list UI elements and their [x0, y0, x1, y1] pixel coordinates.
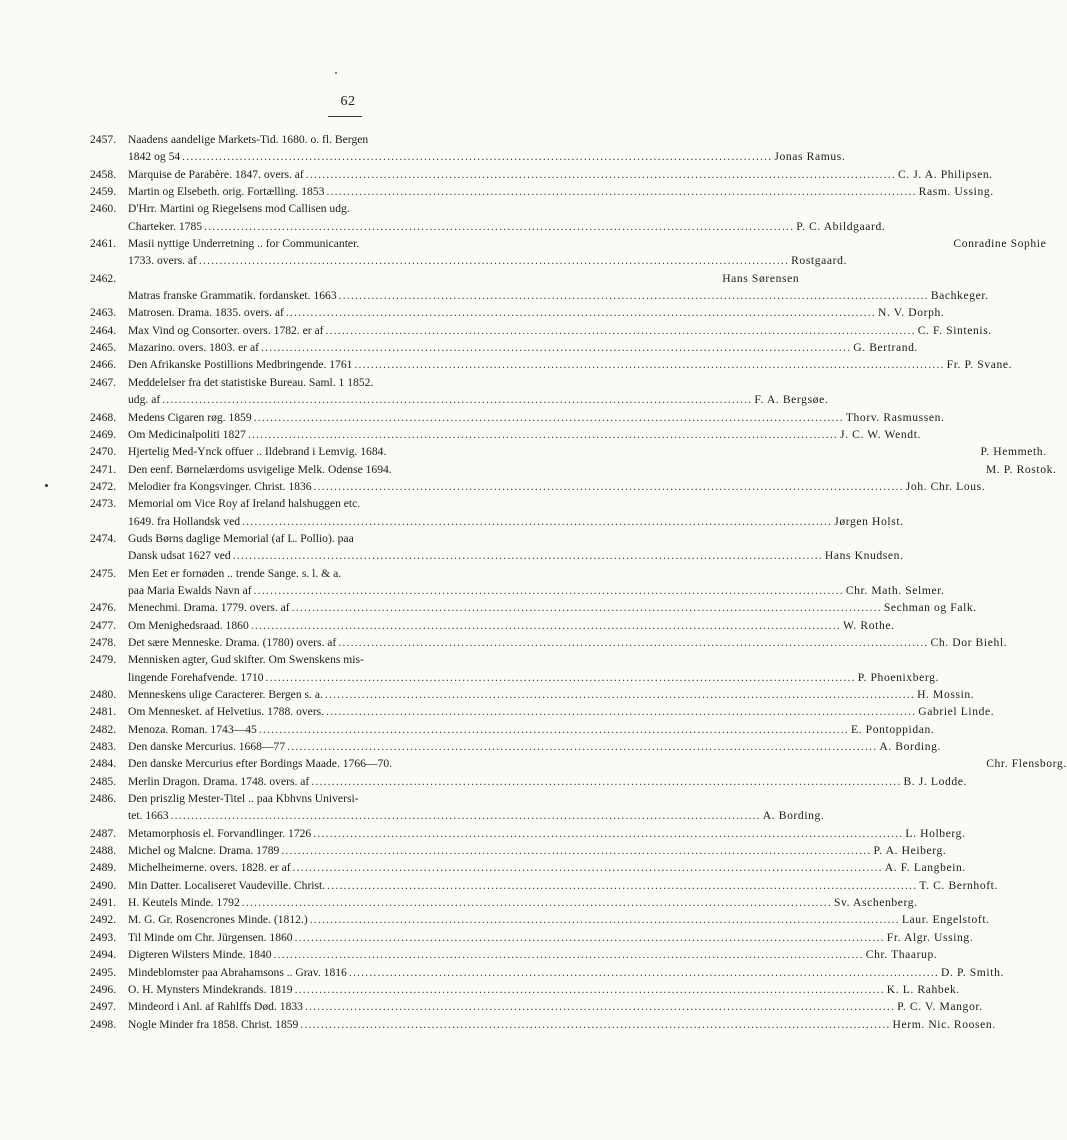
- entry-title-text: Mennisken agter, Gud skifter. Om Swenskens mis-: [128, 653, 364, 667]
- entry-title-text: Metamorphosis el. Forvandlinger. 1726: [128, 826, 312, 840]
- catalogue-entry: [90, 998, 983, 1015]
- entry-number: 2468.: [90, 410, 117, 424]
- catalogue-entry: [90, 443, 1047, 460]
- entry-line: [90, 859, 966, 876]
- dot-leader: [326, 322, 916, 339]
- entry-number: 2481.: [90, 705, 117, 719]
- entry-line: [90, 304, 945, 321]
- entry-title-text: M. G. Gr. Rosencrones Minde. (1812.): [128, 913, 308, 927]
- entry-number: 2461.: [90, 237, 117, 251]
- entry-number: 2483.: [90, 740, 117, 754]
- entry-author: Jonas Ramus.: [774, 150, 846, 164]
- catalogue-entry: [90, 859, 966, 876]
- scan-speck: [335, 72, 337, 74]
- dot-leader: [338, 634, 928, 651]
- entry-line: [90, 183, 994, 200]
- entry-line: [90, 964, 1004, 981]
- entry-author: Thorv. Rasmussen.: [845, 410, 945, 424]
- catalogue-entry: [90, 322, 992, 339]
- entry-number: 2494.: [90, 948, 117, 962]
- entry-title-text: Merlin Dragon. Drama. 1748. overs. af: [128, 774, 310, 788]
- entry-author: Chr. Thaarup.: [865, 948, 938, 962]
- entry-number: 2473.: [90, 497, 117, 511]
- catalogue-entry: [90, 235, 1047, 270]
- entry-number: 2469.: [90, 427, 117, 441]
- entry-title-text: Digteren Wilsters Minde. 1840: [128, 948, 272, 962]
- entry-title-text: Nogle Minder fra 1858. Christ. 1859: [128, 1017, 299, 1031]
- catalogue-entry: [90, 409, 945, 426]
- entry-number: 2488.: [90, 844, 117, 858]
- page-number: 62: [340, 94, 356, 109]
- dot-leader: [292, 599, 882, 616]
- entry-line: [90, 773, 968, 790]
- entry-title-text: 1842 og 54: [128, 150, 181, 164]
- entry-title-text: Charteker. 1785: [128, 219, 203, 233]
- entry-number: 2484.: [90, 757, 117, 771]
- entry-title-text: D'Hrr. Martini og Riegelsens mod Callisen udg.: [128, 202, 350, 216]
- catalogue-entry: [90, 634, 1008, 651]
- entry-title-text: Om Mennesket. af Helvetius. 1788. overs.: [128, 705, 325, 719]
- dot-leader: [287, 738, 877, 755]
- entry-line: [90, 547, 904, 564]
- dot-leader: [251, 617, 841, 634]
- entry-line: [90, 235, 1047, 252]
- entry-author: Chr. Math. Selmer.: [845, 583, 945, 597]
- dot-leader: [300, 1016, 890, 1033]
- catalogue-entry: [90, 131, 846, 166]
- entry-number: 2463.: [90, 306, 117, 320]
- dot-leader: [354, 356, 944, 373]
- catalogue-entry: [90, 721, 935, 738]
- dot-leader: [326, 183, 916, 200]
- catalogue-entry: [90, 703, 995, 720]
- dot-leader: [204, 218, 794, 235]
- entry-title-text: Marquise de Parabère. 1847. overs. af: [128, 167, 304, 181]
- entry-number: 2496.: [90, 982, 117, 996]
- entry-title-text: Matras franske Grammatik. fordansket. 1663: [128, 289, 337, 303]
- margin-speck: [45, 484, 48, 487]
- entry-line: [90, 322, 992, 339]
- dot-leader: [349, 964, 939, 981]
- entry-author: L. Holberg.: [905, 826, 966, 840]
- entry-author: H. Mossin.: [917, 688, 975, 701]
- entry-author: C. J. A. Philipsen.: [897, 167, 993, 181]
- catalogue-entry: [90, 825, 966, 842]
- entry-title-text: 1733. overs. af: [128, 254, 197, 268]
- entry-title-text: udg. af: [128, 393, 161, 407]
- catalogue-entry: [90, 738, 941, 755]
- entry-line: [90, 513, 904, 530]
- entry-author: F. A. Bergsøe.: [754, 393, 829, 407]
- entry-title-text: Den Afrikanske Postillions Medbringende. 1761: [128, 358, 353, 372]
- entry-author: Conradine Sophie: [953, 237, 1047, 251]
- entry-line: [90, 877, 999, 894]
- entry-author: E. Pontoppidan.: [851, 722, 935, 736]
- entry-author: P. C. Abildgaard.: [796, 219, 886, 233]
- entry-author: J. C. W. Wendt.: [840, 427, 922, 441]
- entry-number: 2460.: [90, 202, 117, 216]
- catalogue-entry: [90, 339, 919, 356]
- dot-leader: [295, 981, 885, 998]
- entry-author: Sechman og Falk.: [883, 601, 977, 615]
- catalogue-entry: [90, 773, 968, 790]
- dot-leader: [306, 166, 896, 183]
- entry-title-text: Den danske Mercurius. 1668—77: [128, 740, 286, 754]
- entry-line: [90, 669, 939, 686]
- entry-number: 2471.: [90, 462, 117, 476]
- entry-line: [90, 582, 945, 599]
- entry-line: [90, 929, 974, 946]
- catalogue-entry: [90, 461, 1057, 478]
- entry-line: [90, 530, 570, 547]
- entry-author: M. P. Rostok.: [985, 462, 1057, 476]
- dot-leader: [242, 894, 832, 911]
- entry-number: 2493.: [90, 930, 117, 944]
- entry-line: [90, 148, 846, 165]
- dot-leader: [305, 998, 895, 1015]
- entry-author: Bachkeger.: [930, 289, 989, 303]
- entry-number: 2497.: [90, 1000, 117, 1014]
- entry-number: 2458.: [90, 167, 117, 181]
- entry-number: 2491.: [90, 896, 117, 910]
- catalogue-entry: [90, 200, 886, 235]
- entry-number: 2457.: [90, 133, 117, 146]
- page-number-rule: [328, 116, 362, 117]
- entry-author: C. F. Sintenis.: [917, 323, 992, 337]
- entry-title-text: Martin og Elsebeth. orig. Fortælling. 1853: [128, 185, 325, 199]
- entry-author: Fr. Algr. Ussing.: [886, 930, 974, 944]
- entry-line: [90, 825, 966, 842]
- dot-leader: [254, 409, 844, 426]
- dot-leader: [162, 391, 752, 408]
- catalogue-entries: [90, 131, 1067, 1033]
- catalogue-entry: [90, 755, 1067, 772]
- dot-leader: [281, 842, 871, 859]
- entry-number: 2492.: [90, 913, 117, 927]
- entry-author: Rasm. Ussing.: [918, 185, 994, 199]
- entry-number: 2467.: [90, 375, 117, 389]
- entry-line: [90, 634, 1008, 651]
- entry-number: 2472.: [90, 479, 117, 493]
- entry-title-text: Michel og Malcne. Drama. 1789: [128, 844, 280, 858]
- entry-title-text: Min Datter. Localiseret Vaudeville. Christ.: [128, 878, 326, 892]
- entry-number: 2470.: [90, 445, 117, 459]
- entry-title-text: Hjertelig Med-Ynck offuer .. Ildebrand i Lemvig. 1684.: [128, 445, 387, 459]
- entry-number: 2466.: [90, 358, 117, 372]
- catalogue-entry: [90, 270, 989, 305]
- entry-title-text: Menoza. Roman. 1743—45: [128, 722, 257, 736]
- entry-title-text: Den danske Mercurius efter Bordings Maade. 1766—70.: [128, 757, 393, 771]
- catalogue-entry: [90, 617, 895, 634]
- dot-leader: [254, 582, 844, 599]
- entry-number: 2485.: [90, 774, 117, 788]
- entry-title-text: Medens Cigaren røg. 1859: [128, 410, 252, 424]
- entry-line: [90, 252, 848, 269]
- entry-line: [90, 842, 947, 859]
- entry-author: A. Bording.: [762, 809, 825, 823]
- entry-number: 2487.: [90, 826, 117, 840]
- entry-line: [90, 426, 922, 443]
- entry-title-text: Memorial om Vice Roy af Ireland halshuggen etc.: [128, 497, 361, 511]
- catalogue-entry: [90, 929, 974, 946]
- entry-title-text: Mazarino. overs. 1803. er af: [128, 341, 260, 355]
- dot-leader: [274, 946, 864, 963]
- entry-author: W. Rothe.: [842, 618, 895, 632]
- dot-leader: [182, 148, 772, 165]
- entry-author: P. A. Heiberg.: [873, 844, 947, 858]
- catalogue-entry: [90, 1016, 996, 1033]
- catalogue-entry: [90, 877, 999, 894]
- catalogue-entry: [90, 166, 993, 183]
- entry-title-text: Til Minde om Chr. Jürgensen. 1860: [128, 930, 293, 944]
- entry-line: [90, 218, 886, 235]
- catalogue-entry: [90, 651, 939, 686]
- entry-line: [90, 287, 989, 304]
- catalogue-entry: [90, 374, 829, 409]
- entry-number: 2489.: [90, 861, 117, 875]
- entry-number: 2465.: [90, 341, 117, 355]
- entry-line: [90, 565, 570, 582]
- entry-author: A. F. Langbein.: [884, 861, 966, 875]
- entry-number: 2464.: [90, 323, 117, 337]
- entry-title-text: Guds Børns daglige Memorial (af L. Pollio). paa: [128, 531, 354, 545]
- entry-author: Laur. Engelstoft.: [901, 913, 990, 927]
- entry-title-text: Menneskens ulige Caracterer. Bergen s. a.: [128, 688, 323, 701]
- entry-line: [90, 495, 570, 512]
- entry-line: [90, 270, 800, 287]
- entry-title-text: 1649. fra Hollandsk ved: [128, 514, 241, 528]
- entry-line: [90, 391, 829, 408]
- entry-author: G. Bertrand.: [853, 341, 919, 355]
- entry-line: [90, 599, 977, 616]
- entry-line: [90, 200, 570, 217]
- entry-line: [90, 131, 570, 148]
- entry-author: Ch. Dor Biehl.: [930, 635, 1008, 649]
- entry-line: [90, 443, 1047, 460]
- entry-author: B. J. Lodde.: [903, 774, 968, 788]
- entry-number: 2478.: [90, 635, 117, 649]
- entry-line: [90, 617, 895, 634]
- entry-author: D. P. Smith.: [941, 965, 1004, 979]
- entry-author: Hans Sørensen: [722, 271, 800, 285]
- entry-line: [90, 755, 1067, 772]
- entry-title-text: tet. 1663: [128, 809, 169, 823]
- dot-leader: [199, 252, 789, 269]
- entry-line: [90, 807, 825, 824]
- entry-line: [90, 166, 993, 183]
- entry-number: 2474.: [90, 531, 117, 545]
- entry-line: [90, 703, 995, 720]
- entry-number: 2498.: [90, 1017, 117, 1031]
- entry-author: Sv. Aschenberg.: [833, 896, 918, 910]
- entry-number: 2462.: [90, 271, 117, 285]
- catalogue-entry: [90, 981, 960, 998]
- entry-line: [90, 998, 983, 1015]
- entry-line: [90, 790, 570, 807]
- dot-leader: [286, 304, 876, 321]
- catalogue-entry: [90, 530, 904, 565]
- entry-title-text: Om Medicinalpoliti 1827: [128, 427, 246, 441]
- catalogue-entry: [90, 911, 990, 928]
- entry-number: 2475.: [90, 566, 117, 580]
- entry-title-text: O. H. Mynsters Mindekrands. 1819: [128, 982, 293, 996]
- entry-author: Herm. Nic. Roosen.: [892, 1017, 996, 1031]
- entry-title-text: lingende Forehafvende. 1710: [128, 670, 264, 684]
- dot-leader: [295, 929, 885, 946]
- catalogue-entry: [90, 495, 904, 530]
- dot-leader: [326, 703, 916, 720]
- catalogue-entry: [90, 894, 918, 911]
- entry-title-text: Men Eet er fornøden .. trende Sange. s. l. & a.: [128, 566, 342, 580]
- dot-leader: [339, 287, 929, 304]
- dot-leader: [259, 721, 849, 738]
- dot-leader: [242, 513, 832, 530]
- dot-leader: [248, 426, 838, 443]
- catalogue-entry: [90, 426, 922, 443]
- entry-title-text: paa Maria Ewalds Navn af: [128, 583, 252, 597]
- entry-line: [90, 911, 990, 928]
- entry-line: [90, 686, 975, 703]
- entry-title-text: Michelheimerne. overs. 1828. er af: [128, 861, 291, 875]
- catalogue-entry: [90, 790, 825, 825]
- entry-title-text: Dansk udsat 1627 ved: [128, 549, 231, 563]
- entry-number: 2490.: [90, 878, 117, 892]
- entry-author: K. L. Rahbek.: [886, 982, 960, 996]
- entry-author: Fr. P. Svane.: [946, 358, 1013, 372]
- entry-title-text: Naadens aandelige Markets-Tid. 1680. o. fl. Bergen: [128, 133, 369, 146]
- catalogue-entry: [90, 599, 977, 616]
- entry-author: P. C. V. Mangor.: [897, 1000, 983, 1014]
- catalogue-entry: [90, 946, 938, 963]
- entry-line: [90, 946, 938, 963]
- entry-author: A. Bording.: [879, 740, 941, 754]
- entry-title-text: Masii nyttige Underretning .. for Communicanter.: [128, 237, 360, 251]
- entry-author: Gabriel Linde.: [918, 705, 995, 719]
- entry-title-text: Det sære Menneske. Drama. (1780) overs. af: [128, 635, 337, 649]
- catalogue-entry: [90, 356, 1013, 373]
- entry-line: [90, 651, 570, 668]
- dot-leader: [233, 547, 823, 564]
- entry-number: 2480.: [90, 688, 117, 701]
- entry-line: [90, 339, 919, 356]
- catalogue-entry: [90, 183, 994, 200]
- entry-title-text: Mindeord i Anl. af Rahlffs Død. 1833: [128, 1000, 303, 1014]
- dot-leader: [313, 825, 903, 842]
- entry-author: Rostgaard.: [791, 254, 848, 268]
- entry-title-text: Den priszlig Mester-Titel .. paa Kbhvns Universi-: [128, 792, 359, 806]
- entry-number: 2495.: [90, 965, 117, 979]
- entry-line: [90, 894, 918, 911]
- entry-line: [90, 461, 1057, 478]
- catalogue-entry: [90, 964, 1004, 981]
- entry-title-text: H. Keutels Minde. 1792: [128, 896, 240, 910]
- catalogue-entry: [90, 842, 947, 859]
- entry-number: 2476.: [90, 601, 117, 615]
- entry-number: 2477.: [90, 618, 117, 632]
- entry-number: 2482.: [90, 722, 117, 736]
- entry-author: Chr. Flensborg.: [986, 757, 1067, 771]
- entry-author: N. V. Dorph.: [878, 306, 945, 320]
- dot-leader: [314, 478, 904, 495]
- entry-author: P. Phoenixberg.: [857, 670, 939, 684]
- entry-title-text: Menechmi. Drama. 1779. overs. af: [128, 601, 290, 615]
- dot-leader: [310, 911, 900, 928]
- entry-author: Hans Knudsen.: [824, 549, 904, 563]
- entry-title-text: Den eenf. Børnelærdoms usvigelige Melk. Odense 1694.: [128, 462, 392, 476]
- entry-line: [90, 721, 935, 738]
- entry-author: Joh. Chr. Lous.: [905, 479, 986, 493]
- entry-title-text: Matrosen. Drama. 1835. overs. af: [128, 306, 284, 320]
- entry-title-text: Meddelelser fra det statistiske Bureau. Saml. 1 1852.: [128, 375, 374, 389]
- entry-number: 2479.: [90, 653, 117, 667]
- entry-author: Jørgen Holst.: [834, 514, 904, 528]
- dot-leader: [327, 877, 917, 894]
- dot-leader: [266, 669, 856, 686]
- catalogue-entry: [90, 304, 945, 321]
- entry-title-text: Om Menighedsraad. 1860: [128, 618, 249, 632]
- entry-line: [90, 356, 1013, 373]
- catalogue-entry: [90, 565, 945, 600]
- entry-line: [90, 1016, 996, 1033]
- dot-leader: [261, 339, 851, 356]
- entry-title-text: Mindeblomster paa Abrahamsons .. Grav. 1816: [128, 965, 347, 979]
- entry-author: P. Hemmeth.: [980, 445, 1047, 459]
- dot-leader: [171, 807, 761, 824]
- catalogue-entry: [90, 478, 986, 495]
- dot-leader: [311, 773, 901, 790]
- entry-line: [90, 981, 960, 998]
- entry-line: [90, 409, 945, 426]
- entry-line: [90, 374, 570, 391]
- entry-number: 2459.: [90, 185, 117, 199]
- entry-title-text: Melodier fra Kongsvinger. Christ. 1836: [128, 479, 312, 493]
- entry-author: T. C. Bernhoft.: [919, 878, 999, 892]
- catalogue-entry: [90, 686, 975, 703]
- entry-title-text: Max Vind og Consorter. overs. 1782. er af: [128, 323, 324, 337]
- dot-leader: [325, 686, 915, 703]
- entry-number: 2486.: [90, 792, 117, 806]
- entry-line: [90, 738, 941, 755]
- dot-leader: [293, 859, 883, 876]
- entry-line: [90, 478, 986, 495]
